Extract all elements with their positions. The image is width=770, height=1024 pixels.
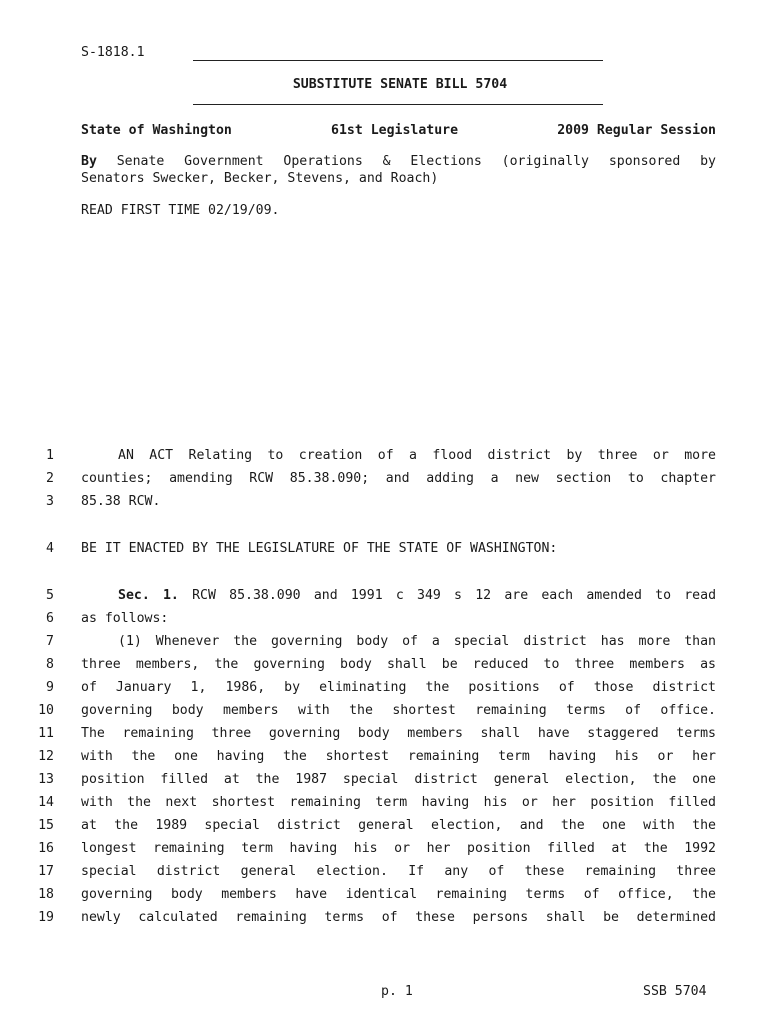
line-number: 8: [46, 657, 54, 672]
line-number: 6: [46, 611, 54, 626]
line-number: 4: [46, 541, 54, 556]
bill-line: with the next shortest remaining term having his or her position filled: [81, 795, 716, 810]
bill-line: (1) Whenever the governing body of a special district has more than: [118, 634, 716, 649]
line-number: 7: [46, 634, 54, 649]
section-heading: Sec. 1.: [118, 588, 179, 603]
sponsor-line-2: Senators Swecker, Becker, Stevens, and Roach): [81, 171, 439, 186]
sponsor-line-1: [81, 154, 716, 169]
bill-line: as follows:: [81, 611, 169, 626]
line-number: 1: [46, 448, 54, 463]
state-name: State of Washington: [81, 123, 232, 138]
bill-line: governing body members have identical remaining terms of office, the: [81, 887, 716, 902]
read-first-time: READ FIRST TIME 02/19/09.: [81, 203, 280, 218]
bill-line: AN ACT Relating to creation of a flood district by three or more: [118, 448, 716, 463]
page-number: p. 1: [381, 984, 413, 999]
sponsor-text-1: Senate Government Operations & Elections (originally sponsored by: [116, 154, 716, 169]
line-number: 17: [38, 864, 54, 879]
footer-bill-code: SSB 5704: [643, 984, 707, 999]
legislature-name: 61st Legislature: [331, 123, 459, 138]
bill-line: three members, the governing body shall be reduced to three members as: [81, 657, 716, 672]
line-number: 3: [46, 494, 54, 509]
line-number: 11: [38, 726, 54, 741]
session-name: 2009 Regular Session: [557, 123, 716, 138]
line-number: 13: [38, 772, 54, 787]
bill-line: newly calculated remaining terms of these persons shall be determined: [81, 910, 716, 925]
line-number: 2: [46, 471, 54, 486]
bill-line: counties; amending RCW 85.38.090; and adding a new section to chapter: [81, 471, 716, 486]
document-code: S-1818.1: [81, 45, 145, 60]
section-text: RCW 85.38.090 and 1991 c 349 s 12 are each amended to read: [192, 588, 717, 603]
line-number: 9: [46, 680, 54, 695]
bill-line: of January 1, 1986, by eliminating the positions of those district: [81, 680, 716, 695]
bill-line: longest remaining term having his or her position filled at the 1992: [81, 841, 716, 856]
bill-line: governing body members with the shortest remaining terms of office.: [81, 703, 716, 718]
line-number: 15: [38, 818, 54, 833]
bill-line: position filled at the 1987 special district general election, the one: [81, 772, 716, 787]
bill-line: BE IT ENACTED BY THE LEGISLATURE OF THE STATE OF WASHINGTON:: [81, 541, 558, 556]
line-number: 18: [38, 887, 54, 902]
session-row: [81, 123, 716, 138]
line-number: 16: [38, 841, 54, 856]
bill-line: 85.38 RCW.: [81, 494, 161, 509]
bill-line: special district general election. If any of these remaining three: [81, 864, 716, 879]
bill-line: with the one having the shortest remaining term having his or her: [81, 749, 716, 764]
bill-line: at the 1989 special district general election, and the one with the: [81, 818, 716, 833]
line-number: 19: [38, 910, 54, 925]
bill-line: [81, 588, 716, 603]
line-number: 12: [38, 749, 54, 764]
line-number: 5: [46, 588, 54, 603]
by-label: By: [81, 154, 97, 169]
line-number: 10: [38, 703, 54, 718]
bill-title: SUBSTITUTE SENATE BILL 5704: [292, 77, 508, 92]
title-rule: [193, 104, 603, 105]
bill-line: The remaining three governing body members shall have staggered terms: [81, 726, 716, 741]
line-number: 14: [38, 795, 54, 810]
top-rule: [193, 60, 603, 61]
